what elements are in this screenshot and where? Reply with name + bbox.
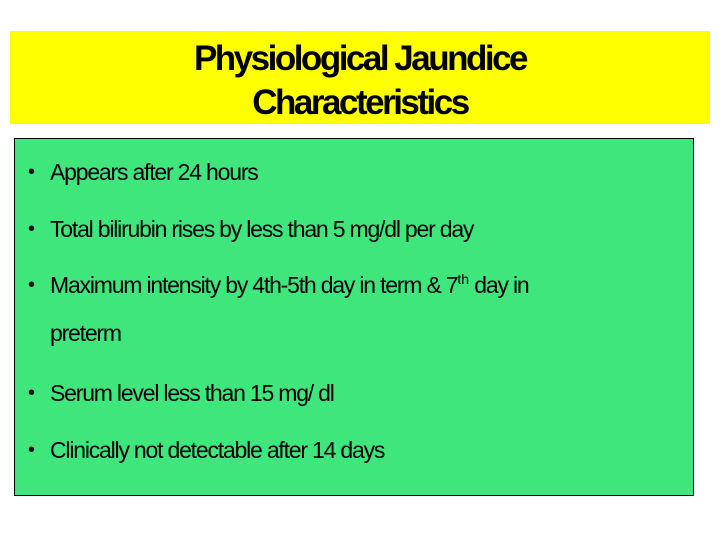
bullet-dot: • xyxy=(28,382,34,404)
bullet-text-part: Maximum intensity by 4th-5th day in term & 7 xyxy=(50,272,458,298)
bullet-list-panel xyxy=(14,138,694,496)
bullet-dot: • xyxy=(28,161,34,183)
title-banner xyxy=(10,31,710,124)
bullet-dot: • xyxy=(28,218,34,240)
bullet-continuation: preterm xyxy=(50,320,121,346)
title-line-2: Characteristics xyxy=(252,83,468,122)
bullet-text: Appears after 24 hours xyxy=(50,159,258,185)
bullet-text: Clinically not detectable after 14 days xyxy=(50,437,385,463)
bullet-dot: • xyxy=(28,439,34,461)
bullet-text: Serum level less than 15 mg/ dl xyxy=(50,380,334,406)
bullet-text: Total bilirubin rises by less than 5 mg/dl per day xyxy=(50,216,474,242)
bullet-superscript: th xyxy=(457,271,470,287)
title-line-1: Physiological Jaundice xyxy=(193,39,527,78)
bullet-text xyxy=(50,271,528,299)
bullet-dot: • xyxy=(28,274,34,296)
bullet-text-part: day in xyxy=(469,272,529,298)
